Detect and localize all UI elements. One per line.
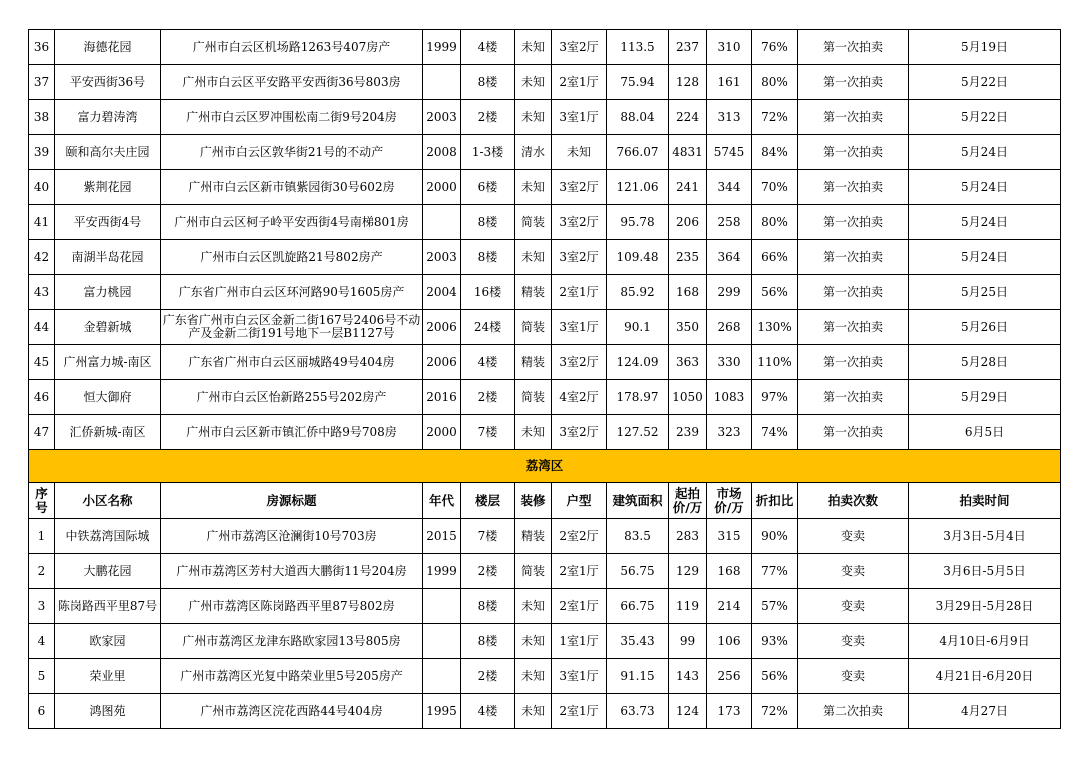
discount-ratio-cell: 72%: [752, 100, 798, 135]
auction-date-cell: 3月3日-5月4日: [909, 519, 1061, 554]
header-community-name: 小区名称: [55, 483, 161, 519]
floor-cell: 7楼: [461, 519, 515, 554]
floor-area-cell: 83.5: [607, 519, 669, 554]
layout-cell: 2室1厅: [552, 65, 607, 100]
discount-ratio-cell: 56%: [752, 659, 798, 694]
table-row: [29, 380, 1061, 415]
header-floor: 楼层: [461, 483, 515, 519]
year-built-cell: 1995: [423, 694, 461, 729]
floor-cell: 7楼: [461, 415, 515, 450]
floor-area-cell: 75.94: [607, 65, 669, 100]
market-price-cell: 364: [707, 240, 752, 275]
row-number-cell: 45: [29, 345, 55, 380]
auction-round-cell: 第一次拍卖: [798, 275, 909, 310]
auction-round-cell: 变卖: [798, 624, 909, 659]
layout-cell: 2室1厅: [552, 554, 607, 589]
auction-round-cell: 第一次拍卖: [798, 170, 909, 205]
start-price-cell: 129: [669, 554, 707, 589]
decoration-cell: 精装: [515, 519, 552, 554]
start-price-cell: 235: [669, 240, 707, 275]
market-price-cell: 344: [707, 170, 752, 205]
layout-cell: 3室2厅: [552, 240, 607, 275]
year-built-cell: 2016: [423, 380, 461, 415]
floor-cell: 8楼: [461, 65, 515, 100]
year-built-cell: 2003: [423, 100, 461, 135]
start-price-cell: 241: [669, 170, 707, 205]
table-row: [29, 345, 1061, 380]
row-number-cell: 5: [29, 659, 55, 694]
discount-ratio-cell: 56%: [752, 275, 798, 310]
row-number-cell: 36: [29, 30, 55, 65]
layout-cell: 2室1厅: [552, 275, 607, 310]
floor-cell: 4楼: [461, 694, 515, 729]
table-row: [29, 205, 1061, 240]
auction-date-cell: 5月19日: [909, 30, 1061, 65]
floor-area-cell: 91.15: [607, 659, 669, 694]
decoration-cell: 未知: [515, 659, 552, 694]
listing-title-cell: 广东省广州市白云区环河路90号1605房产: [161, 275, 423, 310]
decoration-cell: 未知: [515, 65, 552, 100]
layout-cell: 3室2厅: [552, 205, 607, 240]
header-market-price: 市场价/万: [707, 483, 752, 519]
table-row: [29, 554, 1061, 589]
auction-date-cell: 5月24日: [909, 205, 1061, 240]
auction-round-cell: 第一次拍卖: [798, 240, 909, 275]
auction-date-cell: 4月27日: [909, 694, 1061, 729]
start-price-cell: 168: [669, 275, 707, 310]
community-name-cell: 中铁荔湾国际城: [55, 519, 161, 554]
listing-title-cell: 广州市荔湾区沧澜街10号703房: [161, 519, 423, 554]
decoration-cell: 清水: [515, 135, 552, 170]
listing-title-cell: 广州市白云区平安路平安西街36号803房: [161, 65, 423, 100]
auction-date-cell: 3月6日-5月5日: [909, 554, 1061, 589]
table-row: [29, 275, 1061, 310]
table-row: [29, 415, 1061, 450]
auction-round-cell: 第一次拍卖: [798, 30, 909, 65]
listing-title-cell: 广州市白云区机场路1263号407房产: [161, 30, 423, 65]
row-number-cell: 46: [29, 380, 55, 415]
auction-table: [28, 29, 1061, 729]
row-number-cell: 40: [29, 170, 55, 205]
listing-title-cell: 广州市白云区敦华街21号的不动产: [161, 135, 423, 170]
discount-ratio-cell: 80%: [752, 65, 798, 100]
auction-date-cell: 5月28日: [909, 345, 1061, 380]
auction-round-cell: 变卖: [798, 554, 909, 589]
row-number-cell: 3: [29, 589, 55, 624]
floor-cell: 6楼: [461, 170, 515, 205]
discount-ratio-cell: 93%: [752, 624, 798, 659]
decoration-cell: 简装: [515, 205, 552, 240]
auction-date-cell: 5月24日: [909, 170, 1061, 205]
auction-round-cell: 变卖: [798, 589, 909, 624]
section-title: 荔湾区: [29, 450, 1061, 483]
start-price-cell: 143: [669, 659, 707, 694]
auction-round-cell: 第一次拍卖: [798, 100, 909, 135]
auction-date-cell: 5月24日: [909, 240, 1061, 275]
layout-cell: 2室1厅: [552, 694, 607, 729]
community-name-cell: 海德花园: [55, 30, 161, 65]
layout-cell: 2室2厅: [552, 519, 607, 554]
year-built-cell: 1999: [423, 30, 461, 65]
market-price-cell: 161: [707, 65, 752, 100]
auction-date-cell: 5月22日: [909, 100, 1061, 135]
year-built-cell: 2006: [423, 310, 461, 345]
market-price-cell: 258: [707, 205, 752, 240]
listing-title-cell: 广州市荔湾区浣花西路44号404房: [161, 694, 423, 729]
floor-area-cell: 178.97: [607, 380, 669, 415]
market-price-cell: 310: [707, 30, 752, 65]
community-name-cell: 平安西街4号: [55, 205, 161, 240]
auction-round-cell: 第二次拍卖: [798, 694, 909, 729]
market-price-cell: 106: [707, 624, 752, 659]
discount-ratio-cell: 77%: [752, 554, 798, 589]
row-number-cell: 6: [29, 694, 55, 729]
floor-area-cell: 35.43: [607, 624, 669, 659]
column-header-row: [29, 483, 1061, 519]
header-listing-title: 房源标题: [161, 483, 423, 519]
year-built-cell: 1999: [423, 554, 461, 589]
auction-date-cell: 5月29日: [909, 380, 1061, 415]
auction-date-cell: 6月5日: [909, 415, 1061, 450]
auction-date-cell: 4月10日-6月9日: [909, 624, 1061, 659]
layout-cell: 1室1厅: [552, 624, 607, 659]
floor-cell: 1-3楼: [461, 135, 515, 170]
table-row: [29, 30, 1061, 65]
row-number-cell: 39: [29, 135, 55, 170]
layout-cell: 3室1厅: [552, 310, 607, 345]
table-row: [29, 589, 1061, 624]
discount-ratio-cell: 76%: [752, 30, 798, 65]
floor-area-cell: 121.06: [607, 170, 669, 205]
decoration-cell: 未知: [515, 624, 552, 659]
listing-title-cell: 广州市白云区柯子岭平安西街4号南梯801房: [161, 205, 423, 240]
start-price-cell: 239: [669, 415, 707, 450]
floor-area-cell: 113.5: [607, 30, 669, 65]
market-price-cell: 5745: [707, 135, 752, 170]
floor-cell: 2楼: [461, 380, 515, 415]
floor-cell: 8楼: [461, 240, 515, 275]
layout-cell: 3室2厅: [552, 415, 607, 450]
floor-area-cell: 90.1: [607, 310, 669, 345]
discount-ratio-cell: 110%: [752, 345, 798, 380]
auction-round-cell: 变卖: [798, 519, 909, 554]
decoration-cell: 未知: [515, 100, 552, 135]
liwan-rows: [29, 519, 1061, 729]
listing-title-cell: 广州市白云区罗冲围松南二街9号204房: [161, 100, 423, 135]
discount-ratio-cell: 84%: [752, 135, 798, 170]
layout-cell: 3室2厅: [552, 170, 607, 205]
decoration-cell: 简装: [515, 310, 552, 345]
baiyun-rows: [29, 30, 1061, 450]
community-name-cell: 鸿图苑: [55, 694, 161, 729]
start-price-cell: 363: [669, 345, 707, 380]
table-row: [29, 310, 1061, 345]
start-price-cell: 237: [669, 30, 707, 65]
layout-cell: 3室1厅: [552, 100, 607, 135]
floor-cell: 4楼: [461, 30, 515, 65]
listing-title-cell: 广州市荔湾区陈岗路西平里87号802房: [161, 589, 423, 624]
floor-area-cell: 95.78: [607, 205, 669, 240]
start-price-cell: 224: [669, 100, 707, 135]
decoration-cell: 未知: [515, 589, 552, 624]
floor-area-cell: 63.73: [607, 694, 669, 729]
listing-title-cell: 广州市白云区怡新路255号202房产: [161, 380, 423, 415]
market-price-cell: 1083: [707, 380, 752, 415]
decoration-cell: 未知: [515, 170, 552, 205]
community-name-cell: 恒大御府: [55, 380, 161, 415]
header-auction-date: 拍卖时间: [909, 483, 1061, 519]
community-name-cell: 富力碧涛湾: [55, 100, 161, 135]
row-number-cell: 44: [29, 310, 55, 345]
decoration-cell: 简装: [515, 554, 552, 589]
auction-round-cell: 第一次拍卖: [798, 415, 909, 450]
floor-cell: 8楼: [461, 205, 515, 240]
floor-cell: 2楼: [461, 659, 515, 694]
listing-title-cell: 广州市荔湾区光复中路荣业里5号205房产: [161, 659, 423, 694]
market-price-cell: 214: [707, 589, 752, 624]
header-row-number: 序号: [29, 483, 55, 519]
year-built-cell: 2000: [423, 415, 461, 450]
floor-area-cell: 109.48: [607, 240, 669, 275]
decoration-cell: 未知: [515, 30, 552, 65]
auction-round-cell: 第一次拍卖: [798, 345, 909, 380]
header-floor-area: 建筑面积: [607, 483, 669, 519]
auction-date-cell: 5月26日: [909, 310, 1061, 345]
year-built-cell: [423, 659, 461, 694]
row-number-cell: 37: [29, 65, 55, 100]
floor-cell: 2楼: [461, 100, 515, 135]
market-price-cell: 256: [707, 659, 752, 694]
year-built-cell: 2015: [423, 519, 461, 554]
market-price-cell: 323: [707, 415, 752, 450]
table-row: [29, 240, 1061, 275]
community-name-cell: 荣业里: [55, 659, 161, 694]
year-built-cell: 2004: [423, 275, 461, 310]
year-built-cell: 2003: [423, 240, 461, 275]
market-price-cell: 330: [707, 345, 752, 380]
floor-area-cell: 56.75: [607, 554, 669, 589]
row-number-cell: 2: [29, 554, 55, 589]
decoration-cell: 未知: [515, 415, 552, 450]
year-built-cell: 2008: [423, 135, 461, 170]
market-price-cell: 299: [707, 275, 752, 310]
year-built-cell: [423, 65, 461, 100]
discount-ratio-cell: 72%: [752, 694, 798, 729]
row-number-cell: 41: [29, 205, 55, 240]
floor-cell: 8楼: [461, 624, 515, 659]
listing-title-cell: 广东省广州市白云区金新二街167号2406号不动产及金新二街191号地下一层B1127号: [161, 310, 423, 345]
start-price-cell: 350: [669, 310, 707, 345]
row-number-cell: 1: [29, 519, 55, 554]
floor-cell: 4楼: [461, 345, 515, 380]
auction-date-cell: 5月24日: [909, 135, 1061, 170]
start-price-cell: 119: [669, 589, 707, 624]
layout-cell: 3室1厅: [552, 659, 607, 694]
decoration-cell: 精装: [515, 275, 552, 310]
header-layout: 户型: [552, 483, 607, 519]
start-price-cell: 99: [669, 624, 707, 659]
decoration-cell: 简装: [515, 380, 552, 415]
auction-date-cell: 5月22日: [909, 65, 1061, 100]
start-price-cell: 124: [669, 694, 707, 729]
year-built-cell: 2006: [423, 345, 461, 380]
community-name-cell: 紫荆花园: [55, 170, 161, 205]
discount-ratio-cell: 130%: [752, 310, 798, 345]
discount-ratio-cell: 70%: [752, 170, 798, 205]
layout-cell: 3室2厅: [552, 345, 607, 380]
community-name-cell: 金碧新城: [55, 310, 161, 345]
start-price-cell: 1050: [669, 380, 707, 415]
listing-title-cell: 广州市白云区凯旋路21号802房产: [161, 240, 423, 275]
table-row: [29, 694, 1061, 729]
auction-date-cell: 3月29日-5月28日: [909, 589, 1061, 624]
row-number-cell: 47: [29, 415, 55, 450]
start-price-cell: 4831: [669, 135, 707, 170]
listing-title-cell: 广东省广州市白云区丽城路49号404房: [161, 345, 423, 380]
auction-round-cell: 变卖: [798, 659, 909, 694]
layout-cell: 2室1厅: [552, 589, 607, 624]
community-name-cell: 广州富力城-南区: [55, 345, 161, 380]
discount-ratio-cell: 97%: [752, 380, 798, 415]
listing-title-cell: 广州市荔湾区龙津东路欧家园13号805房: [161, 624, 423, 659]
header-year-built: 年代: [423, 483, 461, 519]
community-name-cell: 富力桃园: [55, 275, 161, 310]
market-price-cell: 268: [707, 310, 752, 345]
community-name-cell: 南湖半岛花园: [55, 240, 161, 275]
community-name-cell: 欧家园: [55, 624, 161, 659]
market-price-cell: 315: [707, 519, 752, 554]
row-number-cell: 42: [29, 240, 55, 275]
layout-cell: 3室2厅: [552, 30, 607, 65]
layout-cell: 未知: [552, 135, 607, 170]
community-name-cell: 大鹏花园: [55, 554, 161, 589]
row-number-cell: 38: [29, 100, 55, 135]
header-decoration: 装修: [515, 483, 552, 519]
table-row: [29, 624, 1061, 659]
floor-area-cell: 766.07: [607, 135, 669, 170]
floor-area-cell: 66.75: [607, 589, 669, 624]
table-row: [29, 170, 1061, 205]
community-name-cell: 汇侨新城-南区: [55, 415, 161, 450]
decoration-cell: 精装: [515, 345, 552, 380]
discount-ratio-cell: 66%: [752, 240, 798, 275]
discount-ratio-cell: 74%: [752, 415, 798, 450]
community-name-cell: 陈岗路西平里87号: [55, 589, 161, 624]
discount-ratio-cell: 57%: [752, 589, 798, 624]
start-price-cell: 128: [669, 65, 707, 100]
floor-cell: 24楼: [461, 310, 515, 345]
table-row: [29, 65, 1061, 100]
floor-cell: 16楼: [461, 275, 515, 310]
start-price-cell: 206: [669, 205, 707, 240]
table-row: [29, 135, 1061, 170]
market-price-cell: 313: [707, 100, 752, 135]
table-row: [29, 100, 1061, 135]
community-name-cell: 颐和高尔夫庄园: [55, 135, 161, 170]
auction-round-cell: 第一次拍卖: [798, 65, 909, 100]
section-header-row: [29, 450, 1061, 483]
year-built-cell: [423, 624, 461, 659]
auction-round-cell: 第一次拍卖: [798, 205, 909, 240]
market-price-cell: 168: [707, 554, 752, 589]
header-auction-round: 拍卖次数: [798, 483, 909, 519]
community-name-cell: 平安西街36号: [55, 65, 161, 100]
row-number-cell: 43: [29, 275, 55, 310]
liwan-section: [29, 450, 1061, 519]
floor-area-cell: 127.52: [607, 415, 669, 450]
layout-cell: 4室2厅: [552, 380, 607, 415]
auction-date-cell: 4月21日-6月20日: [909, 659, 1061, 694]
table-row: [29, 659, 1061, 694]
floor-area-cell: 124.09: [607, 345, 669, 380]
decoration-cell: 未知: [515, 694, 552, 729]
auction-round-cell: 第一次拍卖: [798, 135, 909, 170]
decoration-cell: 未知: [515, 240, 552, 275]
auction-round-cell: 第一次拍卖: [798, 380, 909, 415]
year-built-cell: 2000: [423, 170, 461, 205]
listing-title-cell: 广州市白云区新市镇汇侨中路9号708房: [161, 415, 423, 450]
year-built-cell: [423, 205, 461, 240]
discount-ratio-cell: 80%: [752, 205, 798, 240]
row-number-cell: 4: [29, 624, 55, 659]
floor-cell: 2楼: [461, 554, 515, 589]
table-row: [29, 519, 1061, 554]
year-built-cell: [423, 589, 461, 624]
floor-area-cell: 85.92: [607, 275, 669, 310]
listing-title-cell: 广州市白云区新市镇紫园街30号602房: [161, 170, 423, 205]
header-start-price: 起拍价/万: [669, 483, 707, 519]
floor-area-cell: 88.04: [607, 100, 669, 135]
floor-cell: 8楼: [461, 589, 515, 624]
discount-ratio-cell: 90%: [752, 519, 798, 554]
auction-round-cell: 第一次拍卖: [798, 310, 909, 345]
header-discount-ratio: 折扣比: [752, 483, 798, 519]
start-price-cell: 283: [669, 519, 707, 554]
auction-date-cell: 5月25日: [909, 275, 1061, 310]
listing-title-cell: 广州市荔湾区芳村大道西大鹏街11号204房: [161, 554, 423, 589]
market-price-cell: 173: [707, 694, 752, 729]
